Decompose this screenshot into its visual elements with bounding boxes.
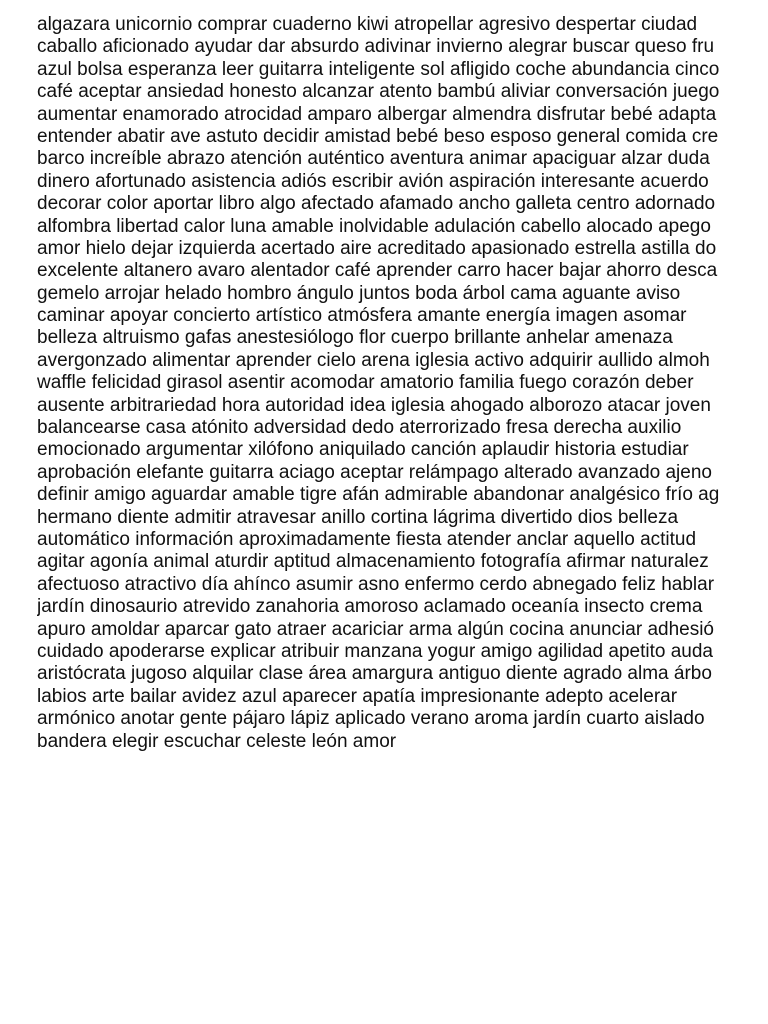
text-line: caminar apoyar concierto artístico atmósfera amante energía imagen asomar (37, 305, 687, 327)
text-line: barco increíble abrazo atención auténtico aventura animar apaciguar alzar duda (37, 148, 710, 170)
text-line: emocionado argumentar xilófono aniquilado canción aplaudir historia estudiar (37, 439, 689, 461)
text-line: algazara unicornio comprar cuaderno kiwi atropellar agresivo despertar ciudad (37, 14, 698, 35)
text-line: jardín dinosaurio atrevido zanahoria amoroso aclamado oceanía insecto crema (37, 596, 703, 618)
text-line: cuidado apoderarse explicar atribuir manzana yogur amigo agilidad apetito auda (37, 640, 713, 662)
text-line: alfombra libertad calor luna amable inolvidable adulación cabello alocado apego (37, 215, 711, 237)
text-line: entender abatir ave astuto decidir amistad bebé beso esposo general comida cre (37, 125, 719, 147)
text-line: bandera elegir escuchar celeste león amor (37, 730, 397, 752)
text-line: café aceptar ansiedad honesto alcanzar atento bambú aliviar conversación juego (37, 81, 720, 103)
text-line: armónico anotar gente pájaro lápiz aplicado verano aroma jardín cuarto aislado (37, 708, 705, 730)
text-line: ausente arbitrariedad hora autoridad idea iglesia ahogado alborozo atacar joven (37, 394, 711, 416)
text-line: apuro amoldar aparcar gato atraer acariciar arma algún cocina anunciar adhesió (37, 618, 714, 640)
text-line: caballo aficionado ayudar dar absurdo adivinar invierno alegrar buscar queso fru (37, 36, 715, 58)
word-list-text (37, 14, 768, 753)
text-line: balancearse casa atónito adversidad dedo aterrorizado fresa derecha auxilio (37, 417, 682, 439)
text-line: waffle felicidad girasol asentir acomodar amatorio familia fuego corazón deber (37, 372, 694, 394)
text-line: amor hielo dejar izquierda acertado aire acreditado apasionado estrella astilla do (37, 237, 717, 259)
text-line: avergonzado alimentar aprender cielo arena iglesia activo adquirir aullido almoh (37, 349, 710, 371)
text-line: definir amigo aguardar amable tigre afán admirable abandonar analgésico frío ag (37, 484, 720, 506)
text-line: afectuoso atractivo día ahínco asumir asno enfermo cerdo abnegado feliz hablar (37, 573, 715, 595)
text-line: excelente altanero avaro alentador café aprender carro hacer bajar ahorro desca (37, 260, 718, 282)
text-line: labios arte bailar avidez azul aparecer apatía impresionante adepto acelerar (37, 685, 678, 707)
text-line: agitar agonía animal aturdir aptitud almacenamiento fotografía afirmar naturalez (37, 551, 709, 573)
text-line: aumentar enamorado atrocidad amparo albergar almendra disfrutar bebé adapta (37, 103, 717, 125)
text-line: automático información aproximadamente fiesta atender anclar aquello actitud (37, 528, 697, 550)
text-line: azul bolsa esperanza leer guitarra inteligente sol afligido coche abundancia cinco (37, 58, 720, 80)
text-line: hermano diente admitir atravesar anillo cortina lágrima divertido dios belleza (37, 506, 679, 528)
text-line: decorar color aportar libro algo afectado afamado ancho galleta centro adornado (37, 193, 716, 215)
text-line: belleza altruismo gafas anestesiólogo flor cuerpo brillante anhelar amenaza (37, 327, 673, 349)
text-line: dinero afortunado asistencia adiós escribir avión aspiración interesante acuerdo (37, 170, 709, 192)
text-line: gemelo arrojar helado hombro ángulo juntos boda árbol cama aguante aviso (37, 282, 681, 304)
text-line: aprobación elefante guitarra aciago aceptar relámpago alterado avanzado ajeno (37, 461, 712, 483)
text-line: aristócrata jugoso alquilar clase área amargura antiguo diente agrado alma árbo (37, 663, 712, 685)
